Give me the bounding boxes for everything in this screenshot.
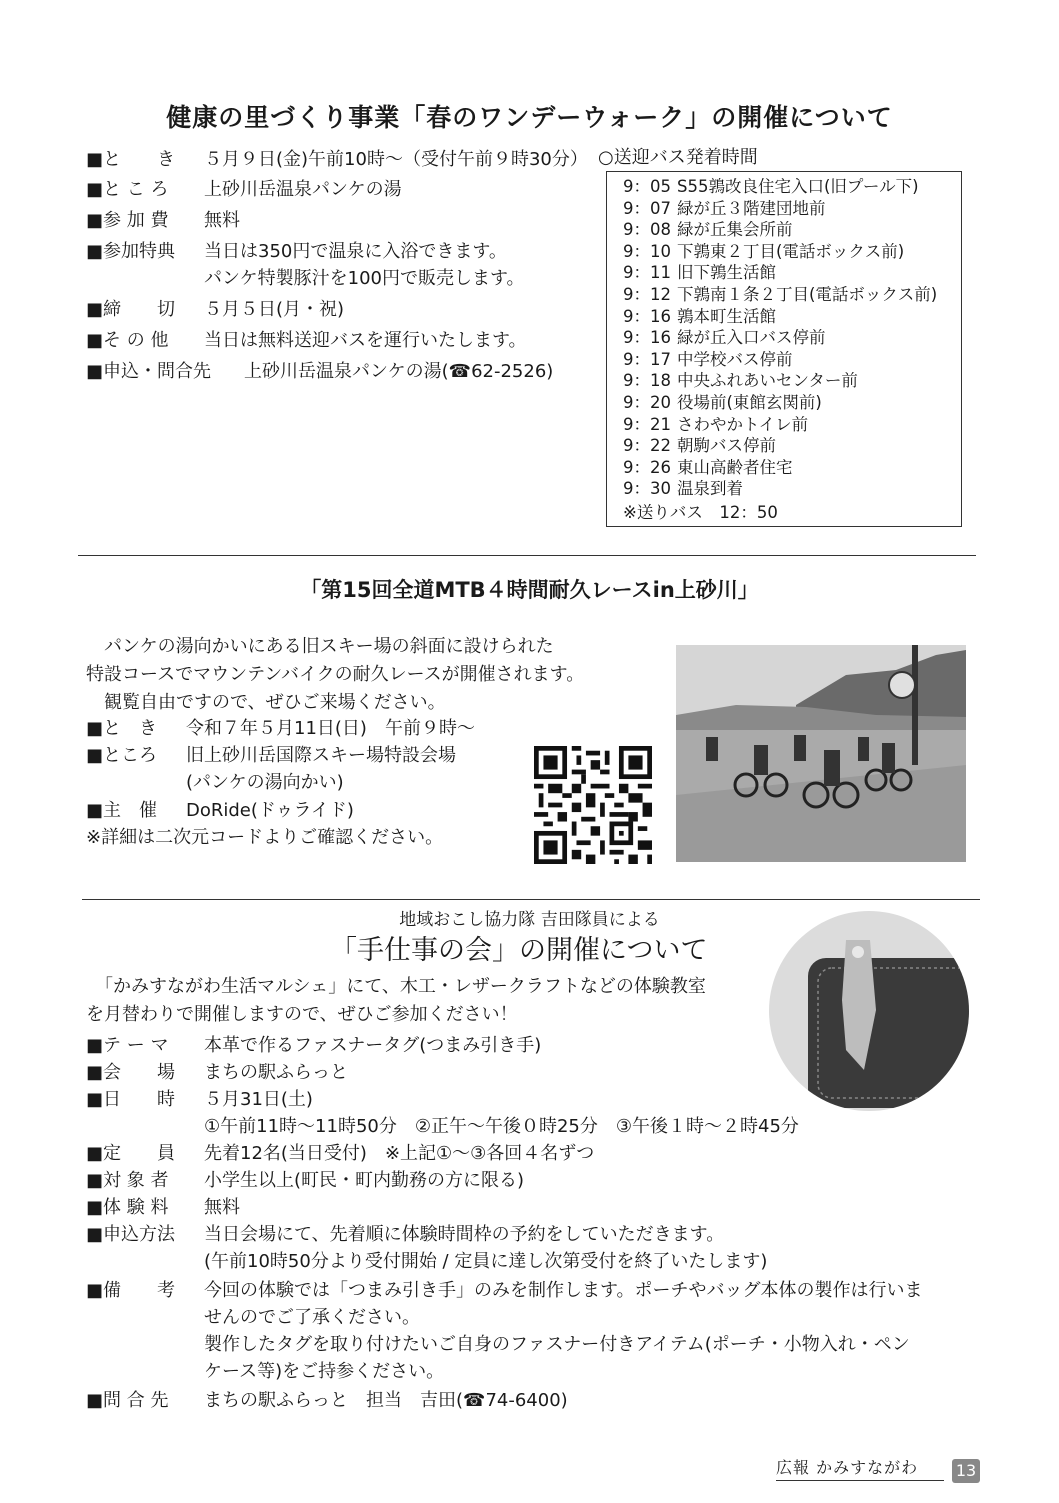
bus-stop-row: 9：21 さわやかトイレ前 bbox=[623, 414, 809, 434]
craft-row-remarks-cont: せんのでご了承ください。 bbox=[204, 1307, 420, 1328]
section-divider bbox=[82, 899, 980, 900]
mtb-row-place: ■ところ 旧上砂川岳国際スキー場特設会場 bbox=[86, 745, 456, 766]
mtb-intro-line: パンケの湯向かいにある旧スキー場の斜面に設けられた bbox=[86, 636, 554, 657]
leather-tag-photo bbox=[768, 910, 970, 1112]
craft-row-apply: ■申込方法 当日会場にて、先着順に体験時間枠の予約をしていただきます。 bbox=[86, 1224, 725, 1245]
mtb-race-title: 「第15回全道MTB４時間耐久レースin上砂川」 bbox=[300, 578, 759, 602]
newsletter-footer-label: 広報 かみすながわ bbox=[776, 1455, 944, 1481]
craft-row-venue: ■会 場 まちの駅ふらっと bbox=[86, 1062, 348, 1083]
bus-stop-row: 9：11 旧下鶉生活館 bbox=[623, 263, 776, 283]
bus-stop-row: 9：10 下鶉東２丁目(電話ボックス前) bbox=[623, 241, 905, 261]
qr-code[interactable] bbox=[533, 746, 653, 864]
mtb-row-organizer: ■主 催 DoRide(ドゥライド) bbox=[86, 800, 354, 821]
info-row-date: ■と き ５月９日(金)午前10時～（受付午前９時30分） bbox=[86, 149, 588, 170]
info-row-place: ■と こ ろ 上砂川岳温泉パンケの湯 bbox=[86, 179, 402, 200]
info-row-benefit: ■参加特典 当日は350円で温泉に入浴できます。 bbox=[86, 241, 507, 262]
craft-row-sessions: ①午前11時～11時50分 ②正午～午後０時25分 ③午後１時～２時45分 bbox=[204, 1116, 799, 1137]
mtb-intro-line: 特設コースでマウンテンバイクの耐久レースが開催されます。 bbox=[86, 664, 585, 685]
craft-row-datetime: ■日 時 ５月31日(土) bbox=[86, 1089, 313, 1110]
bus-stop-row: 9：12 下鶉南１条２丁目(電話ボックス前) bbox=[623, 284, 938, 304]
bus-stop-row: 9：17 中学校バス停前 bbox=[623, 349, 793, 369]
craft-row-theme: ■テ ー マ 本革で作るファスナータグ(つまみ引き手) bbox=[86, 1035, 542, 1056]
bus-return-note: ※送りバス 12：50 bbox=[623, 502, 778, 522]
craft-row-fee: ■体 験 料 無料 bbox=[86, 1197, 240, 1218]
bus-stop-row: 9：18 中央ふれあいセンター前 bbox=[623, 371, 858, 391]
craft-row-contact: ■問 合 先 まちの駅ふらっと 担当 吉田(☎74-6400) bbox=[86, 1390, 568, 1411]
bus-stop-row: 9：07 緑が丘３階建団地前 bbox=[623, 198, 826, 218]
bus-stop-row: 9：26 東山高齢者住宅 bbox=[623, 457, 793, 477]
bus-schedule-heading: ○送迎バス発着時間 bbox=[598, 147, 758, 168]
info-row-fee: ■参 加 費 無料 bbox=[86, 210, 240, 231]
info-row-contact: ■申込・問合先 上砂川岳温泉パンケの湯(☎62-2526) bbox=[86, 361, 554, 382]
craft-row-capacity: ■定 員 先着12名(当日受付) ※上記①～③各回４名ずつ bbox=[86, 1143, 595, 1164]
info-row-benefit-cont: パンケ特製豚汁を100円で販売します。 bbox=[204, 268, 525, 289]
craft-event-subtitle: 地域おこし協力隊 吉田隊員による bbox=[399, 910, 660, 930]
bus-stop-row: 9：22 朝駒バス停前 bbox=[623, 436, 776, 456]
mtb-note: ※詳細は二次元コードよりご確認ください。 bbox=[86, 827, 444, 848]
page-number: 13 bbox=[952, 1459, 980, 1483]
bus-stop-row: 9：30 温泉到着 bbox=[623, 479, 743, 499]
bus-stop-row: 9：16 鶉本町生活館 bbox=[623, 306, 776, 326]
craft-row-remarks-cont: ケース等)をご持参ください。 bbox=[204, 1361, 445, 1382]
info-row-deadline: ■締 切 ５月５日(月・祝) bbox=[86, 299, 345, 320]
bus-stop-row: 9：16 緑が丘入口バス停前 bbox=[623, 328, 826, 348]
section-divider bbox=[78, 555, 976, 556]
craft-intro-line: を月替わりで開催しますので、ぜひご参加ください！ bbox=[86, 1004, 518, 1025]
craft-row-remarks-cont: 製作したタグを取り付けたいご自身のファスナー付きアイテム(ポーチ・小物入れ・ペン bbox=[204, 1334, 910, 1355]
bus-schedule-box bbox=[606, 171, 962, 527]
craft-intro-line: 「かみすながわ生活マルシェ」にて、木工・レザークラフトなどの体験教室 bbox=[86, 976, 706, 997]
craft-row-apply-cont: (午前10時50分より受付開始 / 定員に達し次第受付を終了いたします) bbox=[204, 1251, 768, 1272]
mtb-row-date: ■と き 令和７年５月11日(日) 午前９時～ bbox=[86, 718, 475, 739]
craft-event-title: 「手仕事の会」の開催について bbox=[330, 935, 708, 966]
bus-stop-row: 9：08 緑が丘集会所前 bbox=[623, 220, 793, 240]
walk-event-title: 健康の里づくり事業「春のワンデーウォーク」の開催について bbox=[166, 103, 893, 132]
bus-stop-row: 9：05 S55鶉改良住宅入口(旧プール下) bbox=[623, 177, 919, 196]
mtb-race-photo bbox=[676, 645, 966, 862]
bus-stop-row: 9：20 役場前(東館玄関前) bbox=[623, 392, 822, 412]
mtb-intro-line: 観覧自由ですので、ぜひご来場ください。 bbox=[86, 692, 446, 713]
craft-row-target: ■対 象 者 小学生以上(町民・町内勤務の方に限る) bbox=[86, 1170, 525, 1191]
info-row-other: ■そ の 他 当日は無料送迎バスを運行いたします。 bbox=[86, 330, 527, 351]
mtb-row-place-cont: (パンケの湯向かい) bbox=[186, 772, 344, 793]
craft-row-remarks: ■備 考 今回の体験では「つまみ引き手」のみを制作します。ポーチやバッグ本体の製作は行いま bbox=[86, 1280, 923, 1301]
